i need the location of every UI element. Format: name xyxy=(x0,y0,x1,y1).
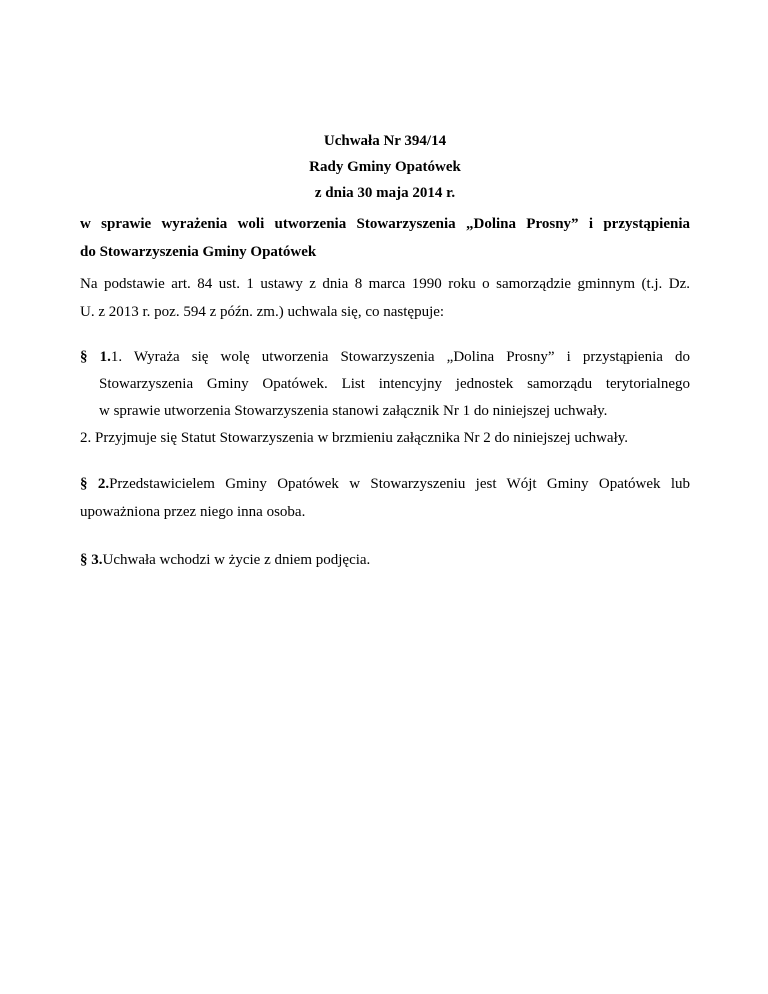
paragraph-3-text: Uchwała wchodzi w życie z dniem podjęcia. xyxy=(102,552,371,568)
basis-line-1: Na podstawie art. 84 ust. 1 ustawy z dnia 8 marca 1990 roku o samorządzie gminnym (t.j. Dz. xyxy=(80,276,690,292)
resolution-header xyxy=(80,128,690,206)
subject-line-1: w sprawie wyrażenia woli utworzenia Stowarzyszenia „Dolina Prosny” i przystąpienia xyxy=(80,216,690,232)
paragraph-1-line-2: Stowarzyszenia Gminy Opatówek. List intencyjny jednostek samorządu terytorialnego xyxy=(99,376,690,392)
paragraph-2-text: Przedstawicielem Gminy Opatówek w Stowarzyszeniu jest Wójt Gminy Opatówek lub xyxy=(109,476,691,492)
paragraph-1-mark: § 1. xyxy=(80,349,111,365)
paragraph-2-line-2: upoważniona przez niego inna osoba. xyxy=(80,504,306,520)
paragraph-2-line-1 xyxy=(80,470,690,498)
paragraph-1-line-3: w sprawie utworzenia Stowarzyszenia stanowi załącznik Nr 1 do niniejszej uchwały. xyxy=(99,403,608,419)
paragraph-2 xyxy=(80,470,690,526)
paragraph-1-text: 1. Wyraża się wolę utworzenia Stowarzyszenia „Dolina Prosny” i przystąpienia do xyxy=(110,349,690,365)
paragraph-1-line-1 xyxy=(80,344,690,371)
resolution-subject xyxy=(80,210,690,266)
council-name: Rady Gminy Opatówek xyxy=(309,159,461,175)
paragraph-2-mark: § 2. xyxy=(80,476,110,492)
resolution-number: Uchwała Nr 394/14 xyxy=(323,133,447,149)
subject-line-2: do Stowarzyszenia Gminy Opatówek xyxy=(80,244,317,260)
paragraph-1 xyxy=(80,344,690,452)
paragraph-3 xyxy=(80,546,690,574)
basis-line-2: U. z 2013 r. poz. 594 z późn. zm.) uchwala się, co następuje: xyxy=(80,304,445,320)
legal-basis xyxy=(80,270,690,326)
paragraph-1-item-2: 2. Przyjmuje się Statut Stowarzyszenia w brzmieniu załącznika Nr 2 do niniejszej uchwały. xyxy=(80,430,629,446)
document-page xyxy=(80,0,690,994)
resolution-date: z dnia 30 maja 2014 r. xyxy=(314,185,456,201)
paragraph-3-mark: § 3. xyxy=(80,552,103,568)
